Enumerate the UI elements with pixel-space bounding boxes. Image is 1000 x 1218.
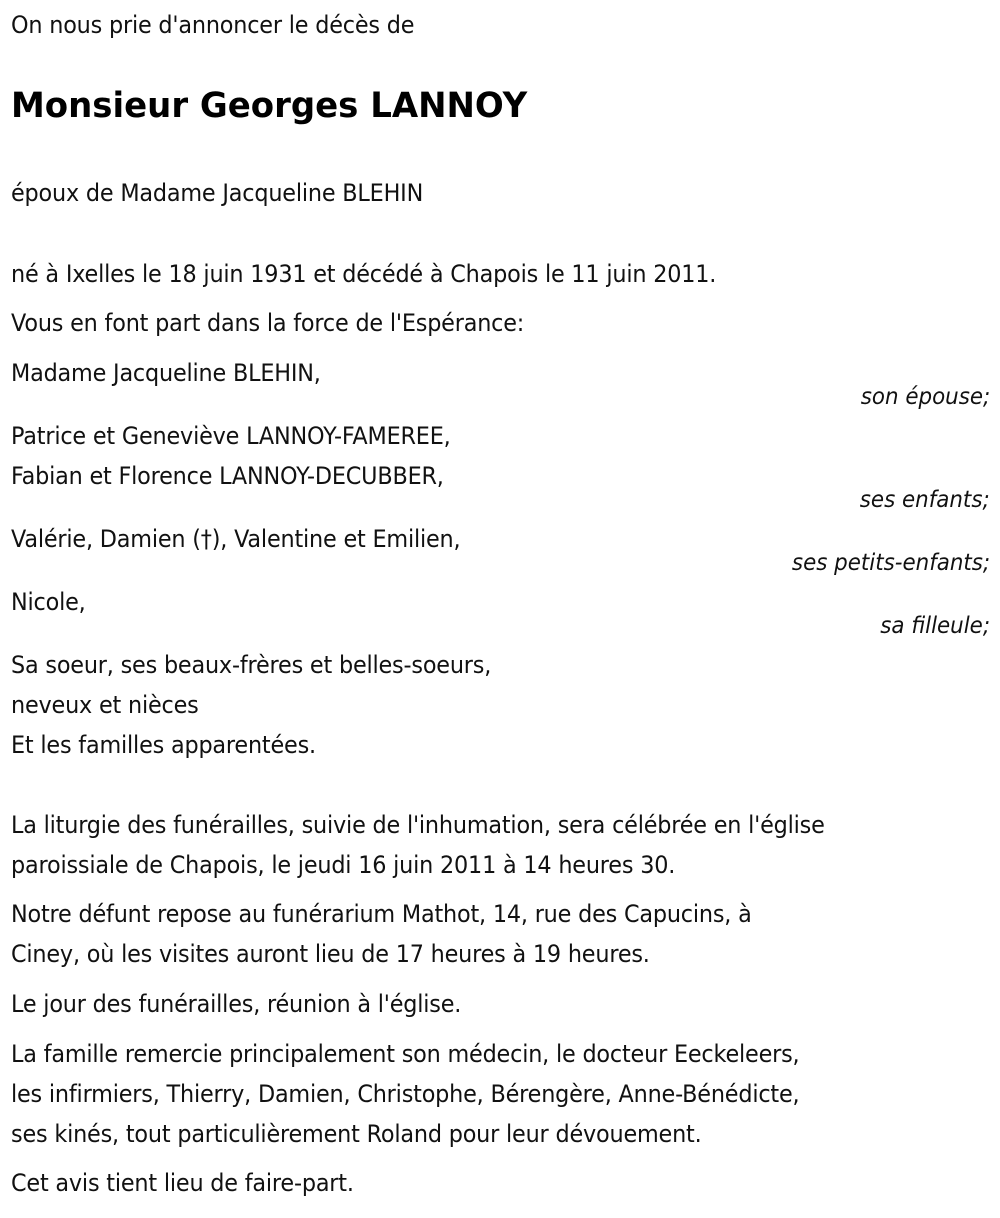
family-names-children-1: Patrice et Geneviève LANNOY-FAMEREE, bbox=[11, 422, 451, 450]
deceased-name: Monsieur Georges LANNOY bbox=[11, 86, 528, 126]
family-role-children: ses enfants; bbox=[860, 487, 990, 513]
extended-family-line: Sa soeur, ses beaux-frères et belles-soeurs, bbox=[11, 651, 492, 679]
intro-text: On nous prie d'annoncer le décès de bbox=[11, 11, 415, 39]
birth-death-line: né à Ixelles le 18 juin 1931 et décédé à Chapois le 11 juin 2011. bbox=[11, 260, 717, 288]
closing-line: Cet avis tient lieu de faire-part. bbox=[11, 1169, 354, 1197]
family-names-grandchildren: Valérie, Damien (†), Valentine et Emilien, bbox=[11, 525, 461, 553]
thanks-line: La famille remercie principalement son médecin, le docteur Eeckeleers, bbox=[11, 1040, 800, 1068]
family-names-spouse: Madame Jacqueline BLEHIN, bbox=[11, 359, 321, 387]
thanks-line: ses kinés, tout particulièrement Roland pour leur dévouement. bbox=[11, 1120, 702, 1148]
liturgy-line: La liturgie des funérailles, suivie de l'inhumation, sera célébrée en l'église bbox=[11, 811, 825, 839]
liturgy-line: paroissiale de Chapois, le jeudi 16 juin 2011 à 14 heures 30. bbox=[11, 851, 676, 879]
family-names-children-2: Fabian et Florence LANNOY-DECUBBER, bbox=[11, 462, 444, 490]
extended-family-line: neveux et nièces bbox=[11, 691, 199, 719]
family-role-grandchildren: ses petits-enfants; bbox=[791, 550, 990, 576]
spouse-line: époux de Madame Jacqueline BLEHIN bbox=[11, 179, 424, 207]
meeting-line: Le jour des funérailles, réunion à l'église. bbox=[11, 990, 462, 1018]
announcement-line: Vous en font part dans la force de l'Espérance: bbox=[11, 309, 525, 337]
family-role-spouse: son épouse; bbox=[860, 384, 990, 410]
family-names-goddaughter: Nicole, bbox=[11, 588, 86, 616]
repose-line: Ciney, où les visites auront lieu de 17 heures à 19 heures. bbox=[11, 940, 650, 968]
repose-line: Notre défunt repose au funérarium Mathot, 14, rue des Capucins, à bbox=[11, 900, 752, 928]
thanks-line: les infirmiers, Thierry, Damien, Christophe, Bérengère, Anne-Bénédicte, bbox=[11, 1080, 800, 1108]
family-role-goddaughter: sa filleule; bbox=[880, 613, 990, 639]
extended-family-line: Et les familles apparentées. bbox=[11, 731, 316, 759]
